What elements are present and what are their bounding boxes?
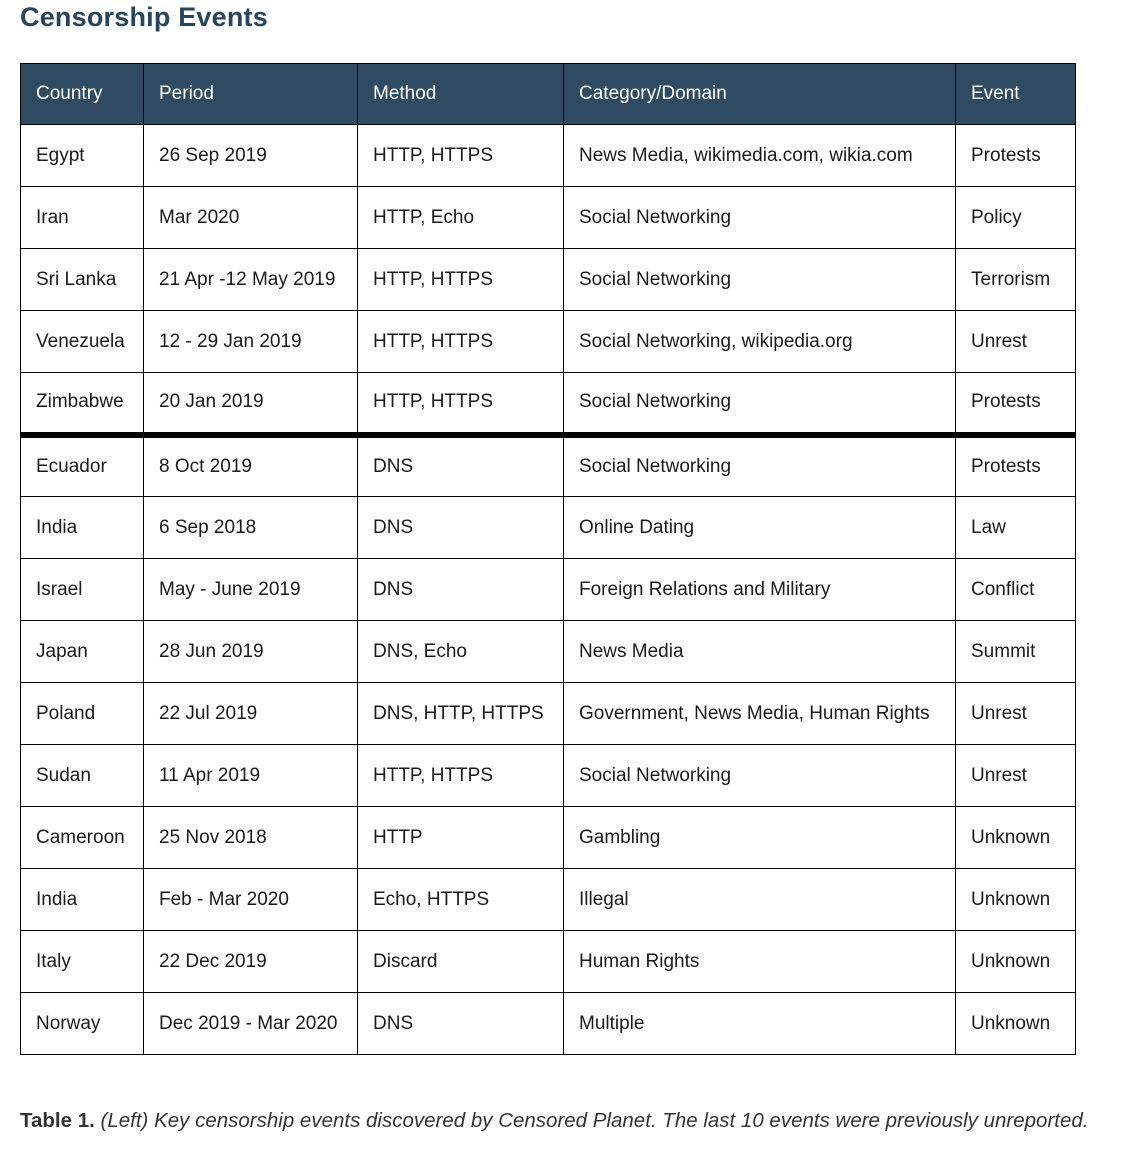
table-row	[21, 621, 1076, 683]
table-cell: Foreign Relations and Military	[564, 559, 956, 621]
table-cell: Sudan	[21, 745, 144, 807]
table-cell: 6 Sep 2018	[144, 497, 358, 559]
column-header: Event	[956, 64, 1076, 125]
table-header-row	[21, 64, 1076, 125]
table-cell: DNS	[358, 497, 564, 559]
table-cell: Social Networking	[564, 373, 956, 435]
table-cell: 8 Oct 2019	[144, 435, 358, 497]
table-cell: 26 Sep 2019	[144, 125, 358, 187]
table-row	[21, 187, 1076, 249]
table-cell: Mar 2020	[144, 187, 358, 249]
column-header: Method	[358, 64, 564, 125]
table-cell: Gambling	[564, 807, 956, 869]
caption-label: Table 1.	[20, 1109, 95, 1132]
table-cell: DNS	[358, 559, 564, 621]
table-row	[21, 125, 1076, 187]
table-cell: Policy	[956, 187, 1076, 249]
table-cell: Illegal	[564, 869, 956, 931]
table-cell: Unrest	[956, 683, 1076, 745]
table-row	[21, 559, 1076, 621]
censorship-events-table	[20, 63, 1076, 1055]
table-cell: Unrest	[956, 311, 1076, 373]
table-cell: Unknown	[956, 993, 1076, 1055]
table-cell: Conflict	[956, 559, 1076, 621]
table-row	[21, 249, 1076, 311]
table-cell: Sri Lanka	[21, 249, 144, 311]
table-cell: Unknown	[956, 807, 1076, 869]
table-row	[21, 993, 1076, 1055]
table-cell: India	[21, 869, 144, 931]
table-cell: DNS	[358, 435, 564, 497]
table-cell: HTTP	[358, 807, 564, 869]
table-cell: Japan	[21, 621, 144, 683]
table-row	[21, 435, 1076, 497]
table-cell: Cameroon	[21, 807, 144, 869]
table-cell: Social Networking, wikipedia.org	[564, 311, 956, 373]
table-cell: DNS, Echo	[358, 621, 564, 683]
table-caption	[20, 1099, 1095, 1143]
table-row	[21, 311, 1076, 373]
table-cell: Unknown	[956, 931, 1076, 993]
table-cell: Social Networking	[564, 435, 956, 497]
page-title: Censorship Events	[20, 2, 268, 32]
column-header: Country	[21, 64, 144, 125]
table-cell: Zimbabwe	[21, 373, 144, 435]
table-cell: DNS	[358, 993, 564, 1055]
table-cell: Human Rights	[564, 931, 956, 993]
caption-text: (Left) Key censorship events discovered by Censored Planet. The last 10 events were previously unreported.	[100, 1109, 1089, 1132]
table-row	[21, 931, 1076, 993]
table-cell: Norway	[21, 993, 144, 1055]
table-cell: May - June 2019	[144, 559, 358, 621]
table-cell: Poland	[21, 683, 144, 745]
column-header: Period	[144, 64, 358, 125]
table-cell: Venezuela	[21, 311, 144, 373]
table-cell: Italy	[21, 931, 144, 993]
table-cell: Social Networking	[564, 187, 956, 249]
table-cell: Social Networking	[564, 249, 956, 311]
table-cell: Feb - Mar 2020	[144, 869, 358, 931]
table-cell: 28 Jun 2019	[144, 621, 358, 683]
table-cell: 22 Dec 2019	[144, 931, 358, 993]
table-cell: News Media	[564, 621, 956, 683]
table-cell: HTTP, HTTPS	[358, 373, 564, 435]
table-cell: Dec 2019 - Mar 2020	[144, 993, 358, 1055]
table-cell: Ecuador	[21, 435, 144, 497]
table-cell: 25 Nov 2018	[144, 807, 358, 869]
table-row	[21, 497, 1076, 559]
table-cell: 12 - 29 Jan 2019	[144, 311, 358, 373]
table-cell: Law	[956, 497, 1076, 559]
table-cell: 22 Jul 2019	[144, 683, 358, 745]
table-cell: Terrorism	[956, 249, 1076, 311]
table-cell: Government, News Media, Human Rights	[564, 683, 956, 745]
table-cell: Summit	[956, 621, 1076, 683]
table-cell: Social Networking	[564, 745, 956, 807]
column-header: Category/Domain	[564, 64, 956, 125]
table-body	[21, 125, 1076, 1055]
table-cell: HTTP, HTTPS	[358, 311, 564, 373]
table-cell: India	[21, 497, 144, 559]
table-cell: Egypt	[21, 125, 144, 187]
table-cell: HTTP, HTTPS	[358, 745, 564, 807]
table-row	[21, 745, 1076, 807]
table-row	[21, 807, 1076, 869]
table-cell: Online Dating	[564, 497, 956, 559]
table-cell: HTTP, HTTPS	[358, 125, 564, 187]
table-row	[21, 373, 1076, 435]
table-cell: Echo, HTTPS	[358, 869, 564, 931]
table-cell: DNS, HTTP, HTTPS	[358, 683, 564, 745]
table-row	[21, 869, 1076, 931]
table-cell: 20 Jan 2019	[144, 373, 358, 435]
table-cell: Discard	[358, 931, 564, 993]
table-cell: Iran	[21, 187, 144, 249]
table-cell: HTTP, Echo	[358, 187, 564, 249]
table-cell: Multiple	[564, 993, 956, 1055]
table-cell: Protests	[956, 373, 1076, 435]
table-cell: Unrest	[956, 745, 1076, 807]
table-row	[21, 683, 1076, 745]
table-cell: 21 Apr -12 May 2019	[144, 249, 358, 311]
table-cell: Unknown	[956, 869, 1076, 931]
table-cell: News Media, wikimedia.com, wikia.com	[564, 125, 956, 187]
table-cell: Israel	[21, 559, 144, 621]
table-cell: HTTP, HTTPS	[358, 249, 564, 311]
table-cell: 11 Apr 2019	[144, 745, 358, 807]
table-cell: Protests	[956, 435, 1076, 497]
table-cell: Protests	[956, 125, 1076, 187]
